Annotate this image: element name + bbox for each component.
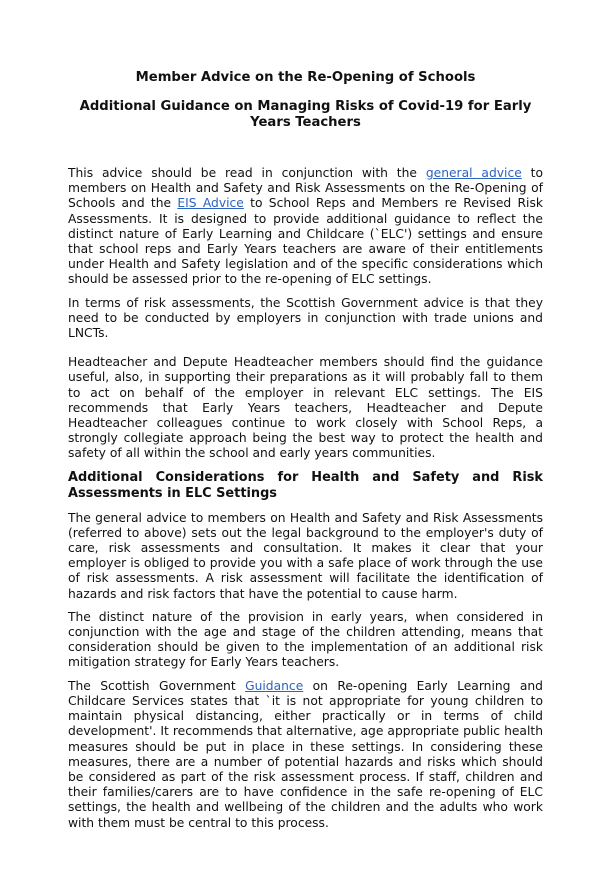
- guidance-text-2: on Re-opening Early Learning and Childcare Services states that `it is not appropriate for young children to maintain physical distancing, either practically or in terms of child development'. It recommends that alternative, age appropriate public health measures should be put in place in these settings. In considering these measures, there are a number of potential hazards and risks which should be considered as part of the risk assessment process. If staff, children and their families/carers are to have confidence in the safe re-opening of ELC settings, the health and wellbeing of the children and the adults who work with them must be central to this process.: [68, 678, 543, 830]
- guidance-text-1: The Scottish Government: [68, 678, 246, 693]
- early-years-paragraph: The distinct nature of the provision in early years, when considered in conjunction with the age and stage of the children attending, means that consideration should be given to the implementation of an additional risk mitigation strategy for Early Years teachers.: [68, 609, 543, 670]
- document-subtitle: Additional Guidance on Managing Risks of Covid-19 for Early Years Teachers: [79, 99, 532, 130]
- risk-assessment-paragraph: In terms of risk assessments, the Scottish Government advice is that they need to be conducted by employers in conjunction with trade unions and LNCTs.: [68, 295, 543, 341]
- general-advice-link[interactable]: general advice: [425, 166, 522, 180]
- eis-advice-link[interactable]: EIS Advice: [177, 196, 244, 211]
- intro-text-3: to School Reps and Members re Revised Risk Assessments. It is designed to provide additional guidance to reflect the distinct nature of Early Learning and Childcare (`ELC') settings and ensure that school reps and Early Years teachers are aware of their entitlements under Health and Safety legislation and of the specific considerations which should be assessed prior to the re-opening of ELC settings.: [68, 196, 543, 287]
- section-heading: Additional Considerations for Health and Safety and Risk Assessments in ELC Settings: [68, 469, 543, 501]
- intro-text-1: This advice should be read in conjunction with the: [68, 166, 426, 180]
- document-title: Member Advice on the Re-Opening of Schools: [135, 70, 476, 85]
- general-advice-paragraph: The general advice to members on Health and Safety and Risk Assessments (referred to above) sets out the legal background to the employer's duty of care, risk assessments and consultation. It makes it clear that your employer is obliged to provide you with a safe place of work through the use of risk assessments. A risk assessment will facilitate the identification of hazards and risk factors that have the potential to cause harm.: [68, 510, 543, 601]
- headteacher-paragraph: Headteacher and Depute Headteacher members should find the guidance useful, also, in supporting their preparations as it will probably fall to them to act on behalf of the employer in relevant ELC settings. The EIS recommends that Early Years teachers, Headteacher and Depute Headteacher colleagues continue to work closely with School Reps, a strongly collegiate approach being the best way to protect the health and safety of all within the school and early years communities.: [68, 355, 543, 461]
- intro-text-2: to members on Health and Safety and Risk Assessments on the Re-Opening of Schools and the: [68, 166, 543, 211]
- government-guidance-paragraph: [68, 679, 543, 831]
- guidance-link[interactable]: Guidance: [245, 678, 304, 693]
- intro-paragraph: [68, 166, 543, 288]
